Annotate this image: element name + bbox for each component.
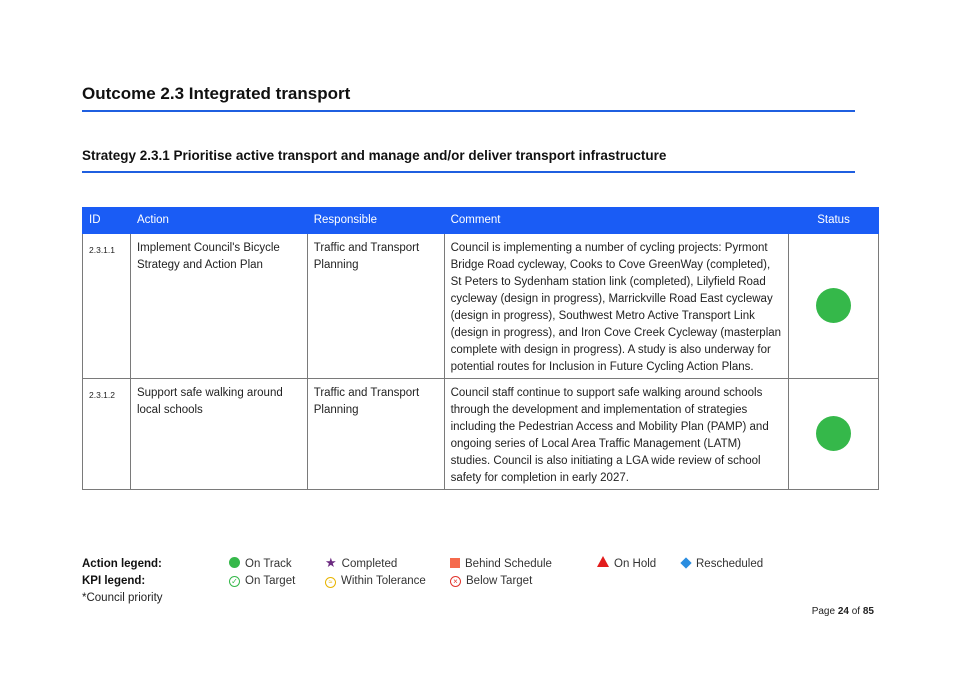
kpi-legend-label: KPI legend:	[82, 575, 146, 587]
triangle-icon	[597, 556, 609, 567]
legend-within-tolerance-label: Within Tolerance	[341, 575, 426, 587]
column-header-comment: Comment	[444, 208, 788, 234]
legend-completed	[325, 556, 397, 573]
column-header-responsible: Responsible	[307, 208, 444, 234]
page-current: 24	[837, 606, 849, 617]
strategy-divider	[82, 171, 855, 173]
column-header-id: ID	[83, 208, 131, 234]
row-responsible: Traffic and Transport Planning	[307, 379, 444, 490]
row-id: 2.3.1.1	[83, 234, 131, 379]
row-comment: Council staff continue to support safe walking around schools through the development and implementation of strategies including the Pedestrian Access and Mobility Plan (PAMP) and ongoing series of Local Area Traffic Management (LATM) studies. Council is also initiating a LGA wide review of school safety for completion in early 2027.	[444, 379, 788, 490]
legend-behind-schedule	[450, 556, 552, 573]
x-circle-icon: ×	[450, 576, 461, 587]
row-status	[789, 234, 879, 379]
column-header-status: Status	[789, 208, 879, 234]
status-on-track-icon	[816, 416, 851, 451]
legend-on-track	[229, 556, 292, 573]
legend-on-target-label: On Target	[245, 575, 296, 587]
strategy-title: Strategy 2.3.1 Prioritise active transport and manage and/or deliver transport infrastructure	[82, 148, 667, 163]
outcome-title: Outcome 2.3 Integrated transport	[82, 84, 351, 103]
green-dot-icon	[229, 557, 240, 568]
table-row	[83, 379, 879, 490]
square-icon	[450, 558, 460, 568]
legend-on-target	[229, 573, 295, 590]
page-number	[812, 606, 874, 617]
page-total: 85	[862, 606, 874, 617]
legend-on-hold-label: On Hold	[614, 558, 657, 570]
legend-rescheduled-label: Rescheduled	[696, 558, 764, 570]
row-id: 2.3.1.2	[83, 379, 131, 490]
legend-completed-label: Completed	[341, 558, 398, 570]
actions-table	[82, 207, 879, 490]
page-prefix: Page	[811, 606, 836, 617]
page-separator: of	[851, 606, 861, 617]
row-action: Support safe walking around local schools	[130, 379, 307, 490]
table-row	[83, 234, 879, 379]
row-action: Implement Council's Bicycle Strategy and Action Plan	[130, 234, 307, 379]
row-responsible: Traffic and Transport Planning	[307, 234, 444, 379]
diamond-icon	[680, 557, 691, 568]
legend-rescheduled	[680, 556, 763, 573]
legend-below-target-label: Below Target	[466, 575, 533, 587]
legend-on-hold	[597, 556, 656, 573]
outcome-divider	[82, 110, 855, 112]
tolerance-circle-icon: ≈	[325, 577, 336, 588]
table-header-row	[83, 208, 879, 234]
legend-behind-schedule-label: Behind Schedule	[465, 558, 552, 570]
star-icon: ★	[325, 555, 337, 570]
row-comment: Council is implementing a number of cycling projects: Pyrmont Bridge Road cycleway, Cooks to Cove GreenWay (completed), St Peters to Sydenham station link (completed), Lilyfield Road cycleway (design in progress), Marrickville Road East cycleway (design in progress), Southwest Metro Active Transport Link (design in progress), and Iron Cove Creek Cycleway (masterplan complete with design in progress). A study is also underway for potential routes for Inclusion in Future Cycling Action Plans.	[444, 234, 788, 379]
legend-below-target	[450, 573, 532, 590]
legend-on-track-label: On Track	[245, 558, 292, 570]
council-priority-note: *Council priority	[82, 592, 163, 604]
column-header-action: Action	[130, 208, 307, 234]
row-status	[789, 379, 879, 490]
status-on-track-icon	[816, 288, 851, 323]
action-legend-label: Action legend:	[82, 558, 162, 570]
check-circle-icon: ✓	[229, 576, 240, 587]
legend-within-tolerance	[325, 573, 426, 590]
